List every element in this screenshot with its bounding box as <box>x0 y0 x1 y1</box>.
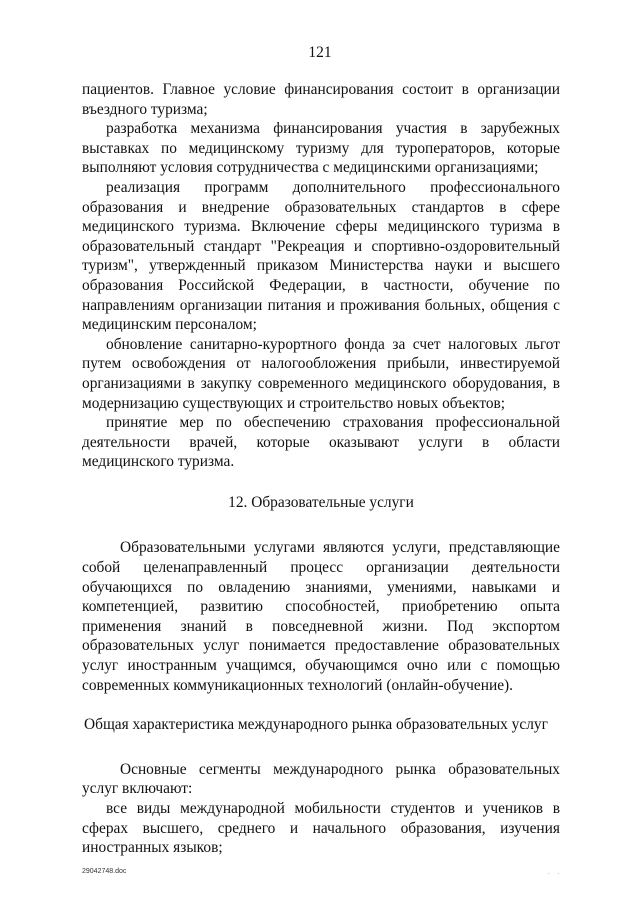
page-number: 121 <box>308 44 332 61</box>
document-body <box>82 80 560 858</box>
paragraph-market-segments: Основные сегменты международного рынка образовательных услуг включают: <box>82 760 560 798</box>
paragraph-sanatorium-fund: обновление санитарно-курортного фонда за счет налоговых льгот путем освобождения от налогообложения прибыли, инвестируемой организациями в закупку современного медицинского оборудования, в модернизацию существующих и строительство новых объектов; <box>82 335 560 412</box>
footer-filename: 29042748.doc <box>82 868 127 875</box>
spacer <box>82 512 560 538</box>
scan-speck: . . <box>548 870 563 876</box>
paragraph-continuation: пациентов. Главное условие финансирования состоит в организации въездного туризма; <box>82 81 560 118</box>
spacer <box>82 735 560 760</box>
paragraph-educational-services: Образовательными услугами являются услуги, представляющие собой целенаправленный процесс организации деятельности обучающихся по овладению знаниями, умениями, навыками и компетенцией, развитию способностей, приобретению опыта применения знаний в повседневной жизни. Под экспортом образовательных услуг понимается предоставление образовательных услуг иностранным учащимся, обучающимся очно или с помощью современных коммуникационных технологий (онлайн-обучение). <box>82 539 560 694</box>
spacer <box>82 695 560 715</box>
paragraph-education-programs: реализация программ дополнительного профессионального образования и внедрение образовательных стандартов в сфере медицинского туризма. Включение сферы медицинского туризма в образовательный стандарт "Рекреация и спортивно-оздоровительный туризм", утвержденный приказом Министерства науки и высшего образования Российской Федерации, в частности, обучение по направлениям организации питания и проживания больных, общения с медицинским персоналом; <box>82 178 560 334</box>
spacer <box>82 472 560 493</box>
subsection-heading: Общая характеристика международного рынка образовательных услуг <box>84 716 548 734</box>
paragraph-mobility: все виды международной мобильности студентов и учеников в сферах высшего, среднего и начального образования, изучения иностранных языков; <box>82 800 560 857</box>
section-heading: 12. Образовательные услуги <box>228 493 414 511</box>
paragraph-financing-mechanism: разработка механизма финансирования участия в зарубежных выставках по медицинскому туризму для туроператоров, которые выполняют условия сотрудничества с медицинскими организациями; <box>82 120 560 177</box>
paragraph-insurance: принятие мер по обеспечению страхования профессиональной деятельности врачей, которые оказывают услуги в области медицинского туризма. <box>82 414 560 471</box>
